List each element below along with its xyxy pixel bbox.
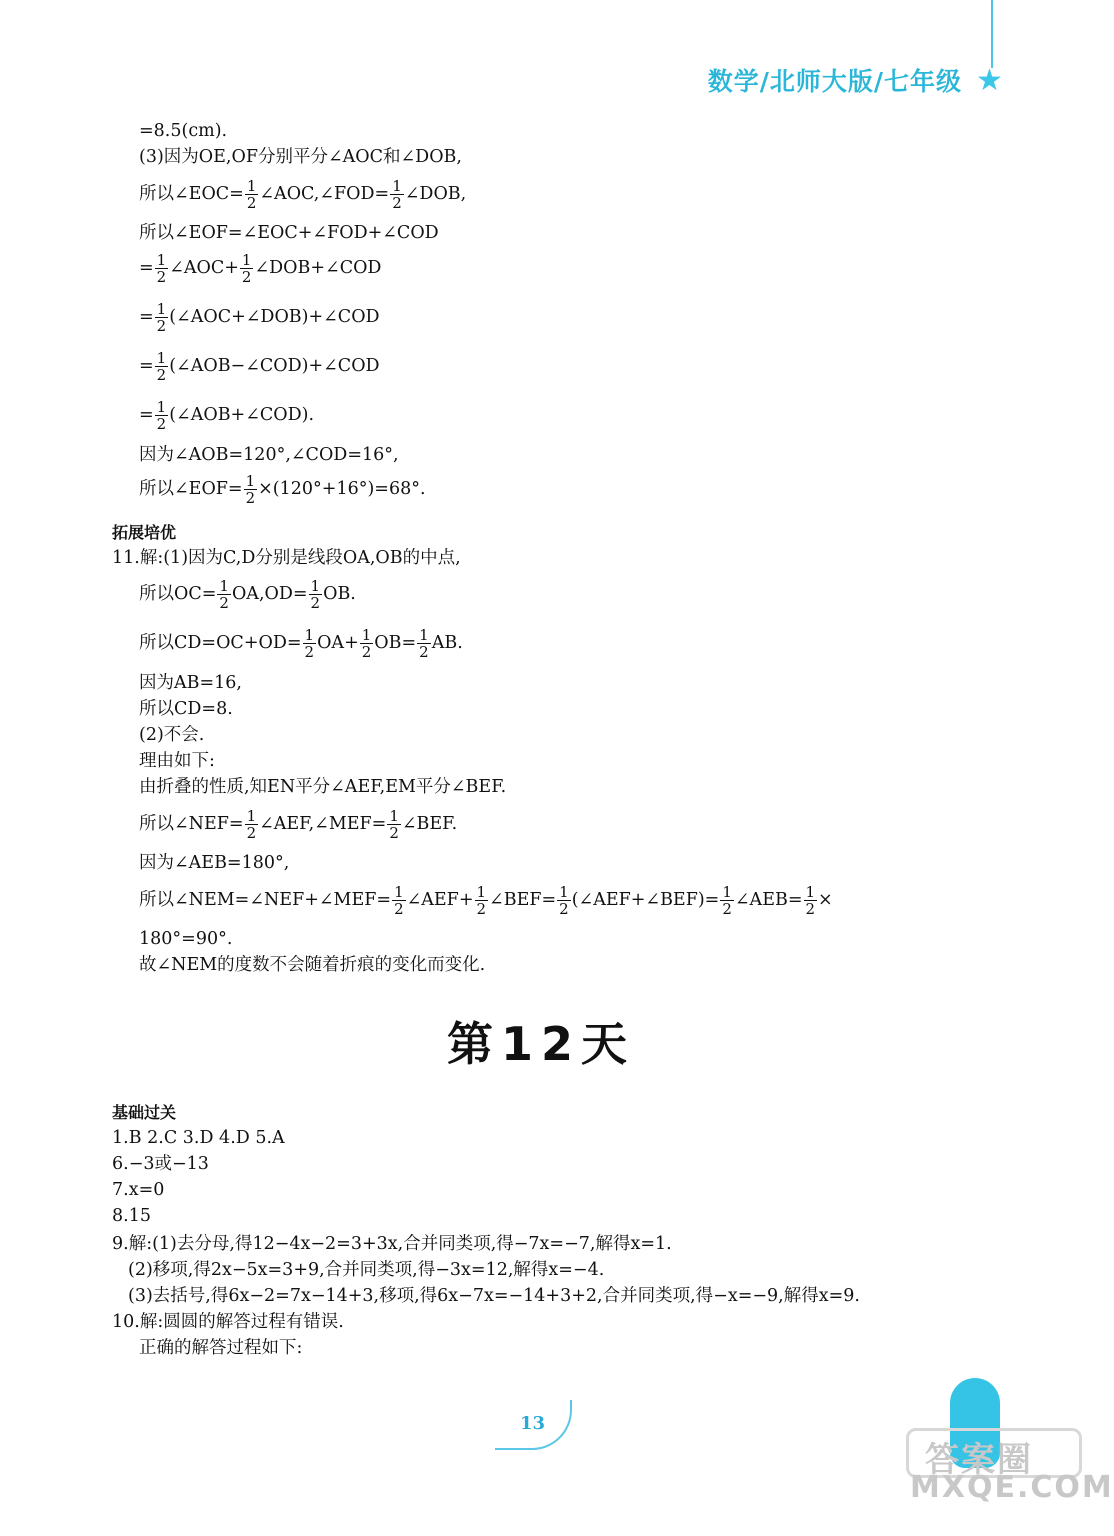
equation-line: 所以OC= $\frac{1}{2}$ OA,OD= $\frac{1}{2}$ OB.	[139, 577, 356, 612]
equation-line: = $\frac{1}{2}$ ∠AOC+ $\frac{1}{2}$ ∠DOB+∠COD	[139, 251, 382, 286]
answer-line: 正确的解答过程如下:	[139, 1338, 303, 1358]
watermark-text: MXQE.COM	[910, 1470, 1114, 1505]
equation-line: 所以∠EOC= $\frac{1}{2}$ ∠AOC,∠FOD= $\frac{1}{2}$ ∠DOB,	[139, 177, 467, 212]
equation-line: 所以∠NEM=∠NEF+∠MEF= $\frac{1}{2}$ ∠AEF+ $\frac{1}{2}$ ∠BEF= $\frac{1}{2}$ (∠AEF+∠BEF)= $\frac{1}{2}$ ∠AEB= $\frac{1}{2}$ ×	[139, 883, 833, 918]
text-line: (3)因为OE,OF分别平分∠AOC和∠DOB,	[139, 147, 462, 167]
equation-line: = $\frac{1}{2}$ (∠AOC+∠DOB)+∠COD	[139, 300, 380, 335]
answer-line: 6.−3或−13	[112, 1154, 209, 1174]
text-line: 所以∠EOF=∠EOC+∠FOD+∠COD	[139, 223, 439, 243]
text-line: 11.解:(1)因为C,D分别是线段OA,OB的中点,	[112, 548, 461, 568]
answer-line: 10.解:圆圆的解答过程有错误.	[112, 1312, 344, 1332]
text-line: 由折叠的性质,知EN平分∠AEF,EM平分∠BEF.	[139, 777, 507, 797]
fraction: $\frac{1}{2}$	[392, 177, 402, 212]
equation-line: 所以∠NEF= $\frac{1}{2}$ ∠AEF,∠MEF= $\frac{1}{2}$ ∠BEF.	[139, 807, 458, 842]
star-icon: ★	[976, 63, 1003, 98]
text-line: 因为∠AEB=180°,	[139, 853, 290, 873]
answer-line: (2)移项,得2x−5x=3+9,合并同类项,得−3x=12,解得x=−4.	[128, 1260, 605, 1280]
text-line: 因为AB=16,	[139, 673, 242, 693]
fraction: $\frac{1}{2}$	[246, 177, 257, 212]
answer-line: 8.15	[112, 1206, 151, 1226]
watermark-title: 答案圈	[925, 1440, 1033, 1480]
text-line: 因为∠AOB=120°,∠COD=16°,	[139, 445, 399, 465]
page-number: 13	[520, 1413, 546, 1434]
answer-line: (3)去括号,得6x−2=7x−14+3,移项,得6x−7x=−14+3+2,合并同类项,得−x=−9,解得x=9.	[128, 1286, 860, 1306]
answer-line: 1.B 2.C 3.D 4.D 5.A	[112, 1128, 285, 1148]
text-line: 180°=90°.	[139, 929, 233, 949]
equation-line: = $\frac{1}{2}$ (∠AOB+∠COD).	[139, 398, 315, 433]
equation-line: 所以∠EOF= $\frac{1}{2}$ ×(120°+16°)=68°.	[139, 472, 426, 507]
text-line: 理由如下:	[139, 751, 215, 771]
text-line: =8.5(cm).	[139, 121, 228, 141]
answer-line: 9.解:(1)去分母,得12−4x−2=3+3x,合并同类项,得−7x=−7,解得x=1.	[112, 1234, 672, 1254]
equation-line: 所以CD=OC+OD= $\frac{1}{2}$ OA+ $\frac{1}{2}$ OB= $\frac{1}{2}$ AB.	[139, 626, 463, 661]
text-line: 故∠NEM的度数不会随着折痕的变化而变化.	[139, 955, 486, 975]
text-line: (2)不会.	[139, 725, 205, 745]
header-decor-line	[991, 0, 993, 68]
day-title: 第12天	[446, 1017, 635, 1071]
text-line: 所以CD=8.	[139, 699, 233, 719]
section-heading: 拓展培优	[112, 523, 177, 542]
page-header: 数学/北师大版/七年级	[707, 67, 962, 96]
section-heading: 基础过关	[112, 1103, 177, 1122]
answer-line: 7.x=0	[112, 1180, 165, 1200]
equation-line: = $\frac{1}{2}$ (∠AOB−∠COD)+∠COD	[139, 349, 380, 384]
